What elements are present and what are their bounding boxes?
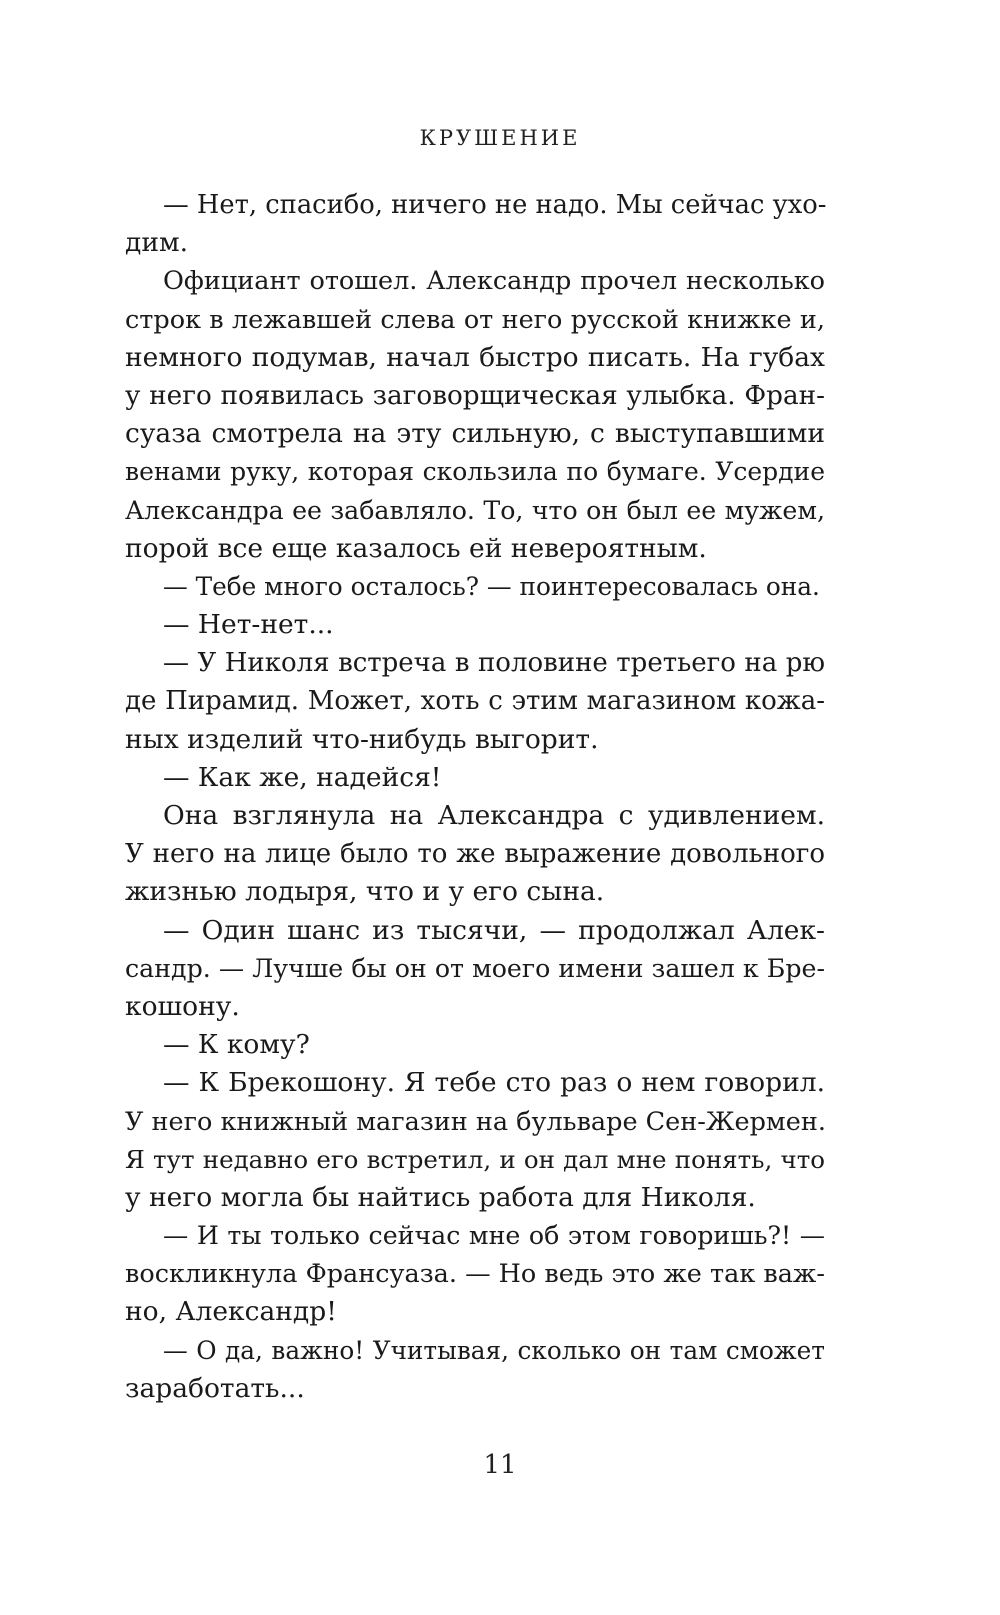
text-line: порой все еще казалось ей невероятным. (125, 532, 707, 564)
text-line: кошону. (125, 990, 240, 1022)
text-line: у него появилась заговорщическая улыбка. Фран- (125, 380, 825, 411)
text-line: заработать... (125, 1372, 305, 1404)
text-line: — К Брекошону. Я тебе сто раз о нем говорил. (163, 1067, 825, 1099)
text-line: жизнью лодыря, что и у его сына. (125, 876, 605, 908)
body-text (125, 186, 825, 1408)
page-number: 11 (483, 1450, 517, 1480)
text-line: воскликнула Франсуаза. — Но ведь это же так важ- (125, 1259, 825, 1290)
text-line: но, Александр! (125, 1296, 337, 1328)
text-line: — Нет, спасибо, ничего не надо. Мы сейчас ухо- (163, 190, 827, 220)
text-line: — Нет-нет... (163, 609, 334, 641)
text-line: У него книжный магазин на бульваре Сен-Жермен. (125, 1106, 826, 1137)
text-line: Официант отошел. Александр прочел несколько (163, 266, 825, 297)
text-line: — Тебе много осталось? — поинтересовалась она. (163, 571, 820, 601)
text-line: у него могла бы найтись работа для Николя. (125, 1181, 756, 1213)
text-line: венами руку, которая скользила по бумаге. Усердие (125, 457, 825, 487)
text-line: ных изделий что-нибудь выгорит. (125, 723, 599, 755)
text-line: Она взглянула на Александра с удивлением. (163, 800, 825, 831)
text-line: — И ты только сейчас мне об этом говоришь?! — (163, 1221, 825, 1251)
running-title: КРУШЕНИЕ (419, 126, 581, 150)
text-line: сандр. — Лучше бы он от моего имени зашел к Бре- (125, 953, 825, 983)
text-line: — У Николя встреча в половине третьего на рю (163, 648, 825, 679)
text-line: немного подумав, начал быстро писать. На губах (125, 341, 825, 373)
text-line: дим. (125, 227, 189, 259)
text-line: — О да, важно! Учитывая, сколько он там сможет (163, 1335, 825, 1365)
text-line: строк в лежавшей слева от него русской книжке и, (125, 304, 825, 335)
text-line: — Один шанс из тысячи, — продолжал Алек- (163, 914, 825, 946)
text-line: суаза смотрела на эту сильную, с выступавшими (125, 418, 825, 450)
text-line: — Как же, надейся! (163, 761, 442, 793)
text-line: Александра ее забавляло. То, что он был ее мужем, (125, 495, 825, 525)
text-line: — К кому? (163, 1029, 310, 1061)
text-line: де Пирамид. Может, хоть с этим магазином кожа- (125, 686, 825, 717)
text-line: У него на лице было то же выражение довольного (125, 839, 825, 870)
text-line: Я тут недавно его встретил, и он дал мне понять, что (125, 1144, 825, 1174)
